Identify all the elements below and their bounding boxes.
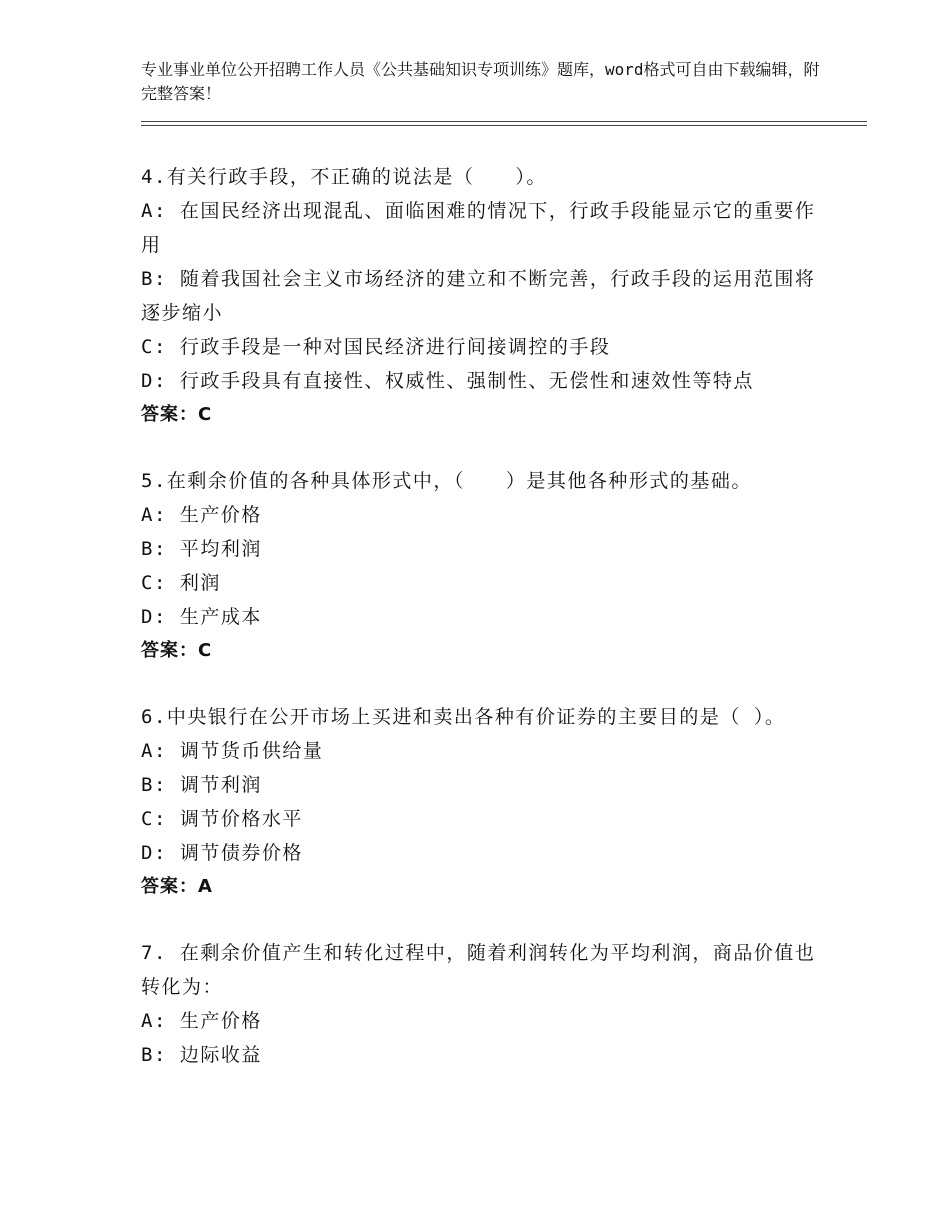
document-header: 专业事业单位公开招聘工作人员《公共基础知识专项训练》题库，word格式可自由下载编辑，附完整答案！	[141, 60, 820, 103]
option-a: A: 生产价格	[141, 504, 262, 526]
question-stem: 4.有关行政手段，不正确的说法是（ ）。	[141, 166, 547, 188]
question-block	[141, 160, 821, 432]
question-stem: 5.在剩余价值的各种具体形式中，（ ）是其他各种形式的基础。	[141, 470, 752, 492]
question-block	[141, 700, 821, 904]
question-block	[141, 464, 821, 668]
option-d: D: 行政手段具有直接性、权威性、强制性、无偿性和速效性等特点	[141, 370, 754, 392]
option-b: B: 边际收益	[141, 1044, 262, 1066]
option-c: C: 利润	[141, 572, 221, 594]
header-divider-bottom	[141, 125, 867, 126]
question-block	[141, 936, 821, 1072]
question-list	[141, 160, 821, 1072]
option-d: D: 调节债券价格	[141, 842, 303, 864]
option-c: C: 行政手段是一种对国民经济进行间接调控的手段	[141, 336, 611, 358]
question-stem: 7. 在剩余价值产生和转化过程中，随着利润转化为平均利润，商品价值也转化为：	[141, 942, 816, 998]
answer-label: 答案：C	[141, 640, 213, 661]
answer-label: 答案：A	[141, 876, 213, 897]
option-a: A: 调节货币供给量	[141, 740, 324, 762]
answer-label: 答案：C	[141, 404, 213, 425]
option-c: C: 调节价格水平	[141, 808, 303, 830]
header-divider-top	[141, 121, 867, 122]
option-a: A: 在国民经济出现混乱、面临困难的情况下，行政手段能显示它的重要作用	[141, 200, 816, 256]
option-b: B: 平均利润	[141, 538, 262, 560]
option-b: B: 调节利润	[141, 774, 262, 796]
option-a: A: 生产价格	[141, 1010, 262, 1032]
option-b: B: 随着我国社会主义市场经济的建立和不断完善，行政手段的运用范围将逐步缩小	[141, 268, 816, 324]
question-stem: 6.中央银行在公开市场上买进和卖出各种有价证券的主要目的是（ ）。	[141, 706, 786, 728]
option-d: D: 生产成本	[141, 606, 262, 628]
